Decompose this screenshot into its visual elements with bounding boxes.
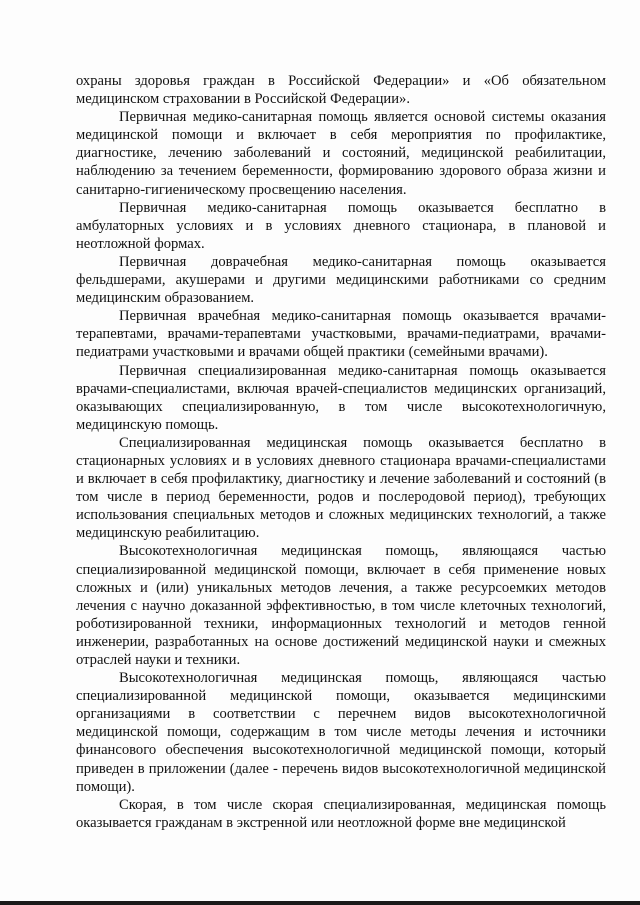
paragraph-primary-care-definition: Первичная медико-санитарная помощь является основой системы оказания медицинской помощи и включает в себя мероприятия по профилактике, диагностике, лечению заболеваний и состояний, медицинской реабилитации, наблюдению за течением беременности, формированию здорового образа жизни и санитарно-гигиеническому просвещению населения.: [76, 109, 606, 198]
document-body: [76, 72, 606, 832]
paragraph-specialized-primary-care: Первичная специализированная медико-санитарная помощь оказывается врачами-специалистами, включая врачей-специалистов медицинских организаций, оказывающих специализированную, в том числе высокотехнологичную, медицинскую помощь.: [76, 362, 606, 433]
paragraph-continuation: охраны здоровья граждан в Российской Федерации» и «Об обязательном медицинском страховании в Российской Федерации».: [76, 73, 606, 108]
paragraph-primary-care-free: Первичная медико-санитарная помощь оказывается бесплатно в амбулаторных условиях и в условиях дневного стационара, в плановой и неотложной формах.: [76, 199, 606, 252]
paragraph-specialized-care: Специализированная медицинская помощь оказывается бесплатно в стационарных условиях и в условиях дневного стационара врачами-специалистами и включает в себя профилактику, диагностику и лечение заболеваний и состояний (в том числе в период беременности, родов и послеродовой период), требующих использования специальных методов и сложных медицинских технологий, а также медицинскую реабилитацию.: [76, 434, 606, 542]
paragraph-emergency-care: Скорая, в том числе скорая специализированная, медицинская помощь оказывается гражданам в экстренной или неотложной форме вне медицинской: [76, 796, 606, 831]
scan-bottom-edge: [0, 901, 640, 905]
paragraph-high-tech-care: Высокотехнологичная медицинская помощь, являющаяся частью специализированной медицинской помощи, включает в себя применение новых сложных и (или) уникальных методов лечения, а также ресурсоемких методов лечения с научно доказанной эффективностью, в том числе клеточных технологий, роботизированной техники, информационных технологий и методов генной инженерии, разработанных на основе достижений медицинской науки и смежных отраслей науки и техники.: [76, 543, 606, 668]
paragraph-pre-doctor-care: Первичная доврачебная медико-санитарная помощь оказывается фельдшерами, акушерами и другими медицинскими работниками со средним медицинским образованием.: [76, 253, 606, 307]
paragraph-high-tech-care-providers: Высокотехнологичная медицинская помощь, являющаяся частью специализированной медицинской помощи, оказывается медицинскими организациями в соответствии с перечнем видов высокотехнологичной медицинской помощи, содержащим в том числе методы лечения и источники финансового обеспечения высокотехнологичной медицинской помощи, который приведен в приложении (далее - перечень видов высокотехнологичной медицинской помощи).: [76, 670, 606, 795]
paragraph-doctor-care: Первичная врачебная медико-санитарная помощь оказывается врачами-терапевтами, врачами-терапевтами участковыми, врачами-педиатрами, врачами-педиатрами участковыми и врачами общей практики (семейными врачами).: [76, 308, 606, 361]
